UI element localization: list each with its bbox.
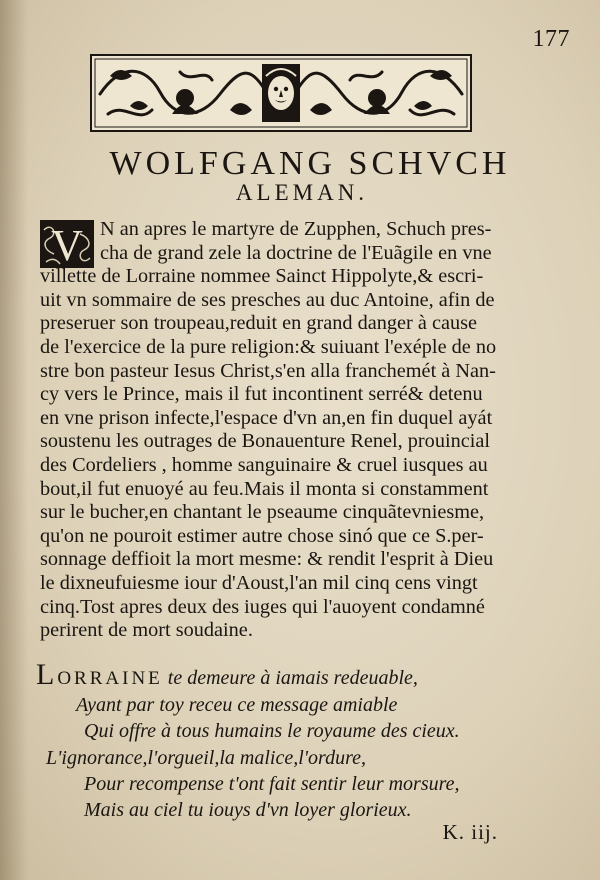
body-line: en vne prison infecte,l'espace d'vn an,en fin duquel ayát [40,406,493,429]
poem-caps: ORRAINE [57,668,163,689]
dropcap-letter: V [51,221,83,268]
page-subtitle: ALEMAN. [235,180,369,205]
page-number: 177 [532,26,570,52]
body-line: stre bon pasteur Iesus Christ,s'en alla franchemét à Nan- [40,359,496,382]
poem-line: Ayant par toy receu ce message amiable [76,694,398,717]
page-title: WOLFGANG SCHVCH [109,145,511,182]
poem [36,658,506,823]
poem-line: Qui offre à tous humains le royaume des cieux. [84,720,460,743]
body-line: soustenu les outrages de Bonauenture Renel, prouincial [40,430,491,453]
body-line: cinq.Tost apres deux des iuges qui l'auoyent condamné [40,595,485,618]
poem-line-1-rest: te demeure à iamais redeuable, [162,667,418,689]
body-text [40,218,520,643]
ornamental-headpiece-icon [90,54,472,132]
poem-line-1 [36,658,506,692]
poem-initial: L [36,658,58,691]
body-line: qu'on ne pouroit estimer autre chose sinó que ce S.per- [40,524,484,547]
body-line: perirent de mort soudaine. [40,619,253,642]
body-line: preseruer son troupeau,reduit en grand danger à cause [40,312,477,335]
body-line: villette de Lorraine nommee Sainct Hippolyte,& escri- [40,265,484,288]
poem-line: L'ignorance,l'orgueil,la malice,l'ordure, [46,746,367,769]
body-line: cha de grand zele la doctrine de l'Euãgile en vne [100,241,492,264]
body-line: sonnage deffioit la mort mesme: & rendit l'esprit à Dieu [40,548,494,571]
body-line: cy vers le Prince, mais il fut incontinent serré& detenu [40,383,483,406]
body-line: N an apres le martyre de Zupphen, Schuch pres- [100,218,492,240]
body-line: de l'exercice de la pure religion:& suiuant l'exéple de no [40,335,497,358]
body-line: le dixneufuiesme iour d'Aoust,l'an mil cinq cens vingt [40,571,478,594]
body-line: uit vn sommaire de ses presches au duc Antoine, afin de [40,288,495,311]
poem-line: Mais au ciel tu iouys d'vn loyer glorieux. [84,799,412,822]
poem-line: Pour recompense t'ont fait sentir leur morsure, [84,772,460,795]
body-line: sur le bucher,en chantant le pseaume cinquãtevniesme, [40,501,485,524]
signature-mark: K. iij. [442,820,498,844]
body-line: des Cordeliers , homme sanguinaire & cruel iusques au [40,453,488,476]
body-line: bout,il fut enuoyé au feu.Mais il monta si constamment [40,477,489,500]
